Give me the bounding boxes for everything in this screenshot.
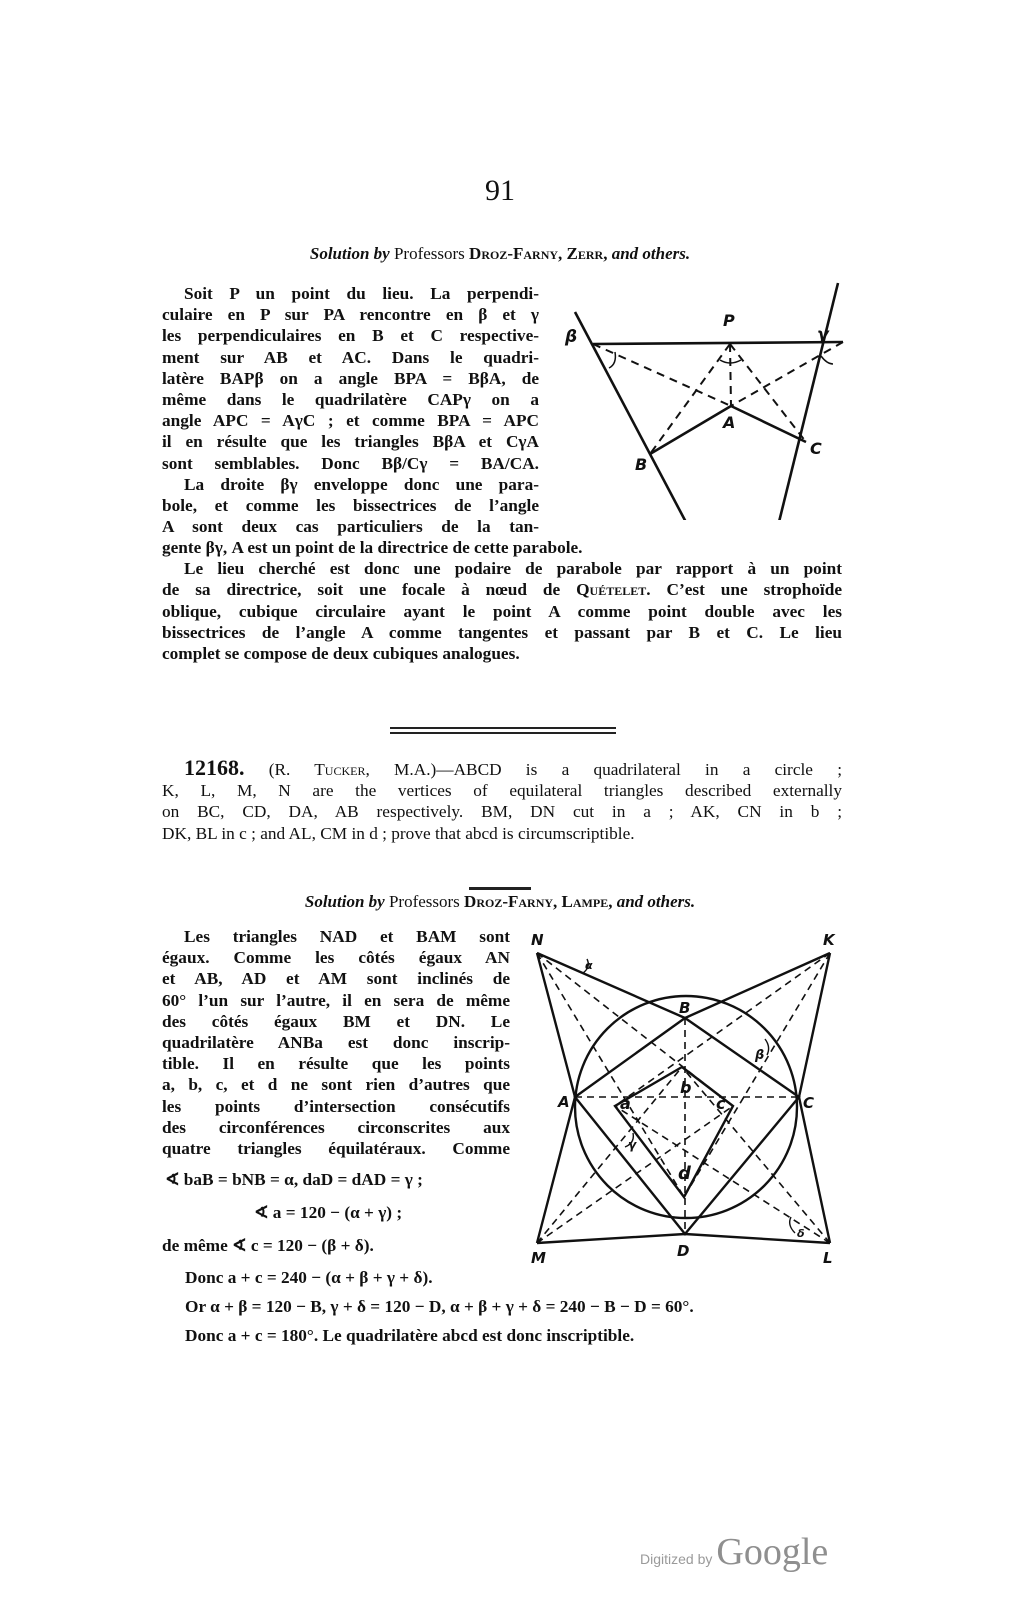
text-line: latère BAPβ on a angle BPA = BβA, de	[162, 368, 539, 388]
text-line: des circonférences circonscrites aux	[162, 1117, 510, 1137]
figure-2-quadrilateral-diagram	[525, 925, 855, 1270]
short-rule	[469, 887, 531, 890]
heading-names: Droz-Farny, Lampe,	[464, 892, 613, 911]
heading-suffix: and others.	[616, 892, 696, 911]
dashed-p-b	[650, 344, 730, 454]
google-brand-text: Google	[716, 1531, 829, 1573]
label-m: M	[531, 1249, 546, 1267]
text-line: Le lieu cherché est donc une podaire de parabole par rapport à un point	[184, 559, 842, 579]
equation-5: Or α + β = 120 − B, γ + δ = 120 − D, α + β + γ + δ = 240 − B − D = 60°.	[185, 1297, 694, 1316]
text-line: les points d’intersection consécutifs	[162, 1096, 510, 1116]
equation-4: Donc a + c = 240 − (α + β + γ + δ).	[185, 1268, 433, 1287]
text-line: oblique, cubique circulaire ayant le point A comme point double avec les	[162, 601, 842, 621]
dashed-beta-a	[593, 344, 731, 406]
label-a: A	[558, 1093, 570, 1111]
text-line: quatre triangles équilatéraux. Comme	[162, 1139, 510, 1159]
perpendicular-at-c	[778, 283, 838, 520]
text-line	[162, 757, 842, 780]
text-line: DK, BL in c ; and AL, CM in d ; prove that abcd is circumscriptible.	[162, 823, 635, 843]
label-point-b: b	[680, 1078, 692, 1097]
double-rule-bottom	[390, 732, 616, 734]
label-alpha: α	[585, 959, 593, 972]
problem-statement	[162, 757, 842, 844]
text-line: on BC, CD, DA, AB respectively. BM, DN cut in a ; AK, CN in b ;	[162, 802, 842, 822]
section1-full-text	[162, 537, 842, 664]
dashed-k-d	[684, 953, 830, 1197]
author-name: Quételet.	[576, 580, 651, 600]
segment-ac	[731, 406, 806, 442]
label-l: L	[823, 1249, 833, 1267]
text-line: égaux. Comme les côtés égaux AN	[162, 948, 510, 968]
line-beta-gamma	[593, 342, 843, 344]
angle-mark-gamma	[821, 356, 833, 364]
label-point-d: d	[678, 1163, 691, 1184]
text-line: angle APC = AγC ; et comme BPA = APC	[162, 411, 539, 431]
label-delta: δ	[797, 1227, 805, 1240]
equation-2: ∢ a = 120 − (α + γ) ;	[254, 1203, 403, 1222]
text-line: bole, et comme les bissectrices de l’angle	[162, 496, 539, 516]
dashed-gamma-a	[731, 342, 843, 406]
text-line	[162, 579, 842, 600]
page-number: 91	[485, 174, 515, 207]
text-line: La droite βγ enveloppe donc une para-	[184, 474, 539, 494]
text-line: des côtés égaux BM et DN. Le	[162, 1011, 510, 1031]
digitized-by-text: Digitized by	[640, 1551, 713, 1567]
label-p: P	[723, 311, 735, 330]
double-rule-top	[390, 727, 616, 729]
section1-column-text	[162, 283, 539, 537]
text-line: complet se compose de deux cubiques analogues.	[162, 644, 520, 664]
heading-prefix: Solution by	[309, 244, 390, 263]
dashed-p-c	[730, 344, 806, 442]
figure-1-triangle-diagram	[555, 280, 855, 520]
text-line: gente βγ, A est un point de la directrice de cette parabole.	[162, 538, 583, 557]
equation-6: Donc a + c = 180°. Le quadrilatère abcd est donc inscriptible.	[185, 1326, 635, 1345]
dashed-k-a	[615, 953, 830, 1106]
heading-suffix: and others.	[611, 244, 691, 263]
text-line: Les triangles NAD et BAM sont	[184, 927, 510, 946]
label-b: B	[635, 455, 648, 474]
label-beta: β	[755, 1048, 765, 1063]
text-line: même dans le quadrilatère CAPγ on a	[162, 390, 539, 410]
heading-prefix: Solution by	[304, 892, 385, 911]
solution-heading-1	[0, 244, 1000, 264]
text-line: tible. Il en résulte que les points	[162, 1054, 510, 1074]
angle-mark-beta	[765, 1039, 769, 1055]
text-line: 60° l’un sur l’autre, il en sera de même	[162, 990, 510, 1010]
problem-number: 12168.	[184, 755, 245, 780]
equation-3: de même ∢ c = 120 − (β + δ).	[162, 1236, 374, 1255]
solution-heading-2	[0, 892, 1000, 912]
text-line: culaire en P sur PA rencontre en β et γ	[162, 305, 539, 325]
label-gamma: γ	[628, 1138, 637, 1152]
label-b: B	[679, 999, 691, 1017]
text-line: a, b, c, et d ne sont rien d’autres que	[162, 1075, 510, 1095]
label-point-a: a	[620, 1094, 631, 1113]
label-d: D	[677, 1242, 690, 1260]
label-c: C	[803, 1094, 815, 1112]
heading-professors: Professors	[388, 892, 460, 911]
circumscribed-circle	[575, 996, 797, 1218]
quadrilateral-abcd-inner	[615, 1067, 733, 1197]
heading-professors: Professors	[393, 244, 465, 263]
text-line: il en résulte que les triangles BβA et CγA	[162, 432, 539, 452]
text-line: ment sur AB et AC. Dans le quadri-	[162, 347, 539, 367]
text-line: bissectrices de l’angle A comme tangentes et passant par B et C. Le lieu	[162, 622, 842, 642]
label-beta: β	[565, 327, 578, 347]
section2-column-text	[162, 926, 510, 1159]
text-line: quadrilatère ANBa est donc inscrip-	[162, 1033, 510, 1053]
segment-ba	[650, 406, 731, 454]
problem-author: (R. Tucker, M.A.)	[268, 760, 437, 779]
label-point-c: c	[716, 1094, 726, 1113]
text-line: A sont deux cas particuliers de la tan-	[162, 517, 539, 537]
text-line: et AB, AD et AM sont inclinés de	[162, 969, 510, 989]
text-line: K, L, M, N are the vertices of equilateral triangles described externally	[162, 781, 842, 801]
label-c: C	[810, 439, 822, 458]
text-fragment: —ABCD is a quadrilateral in a circle ;	[436, 760, 842, 779]
equation-1: ∢ baB = bNB = α, daD = dAD = γ ;	[165, 1170, 423, 1189]
digitized-by-google-watermark	[640, 1530, 828, 1574]
text-fragment: de sa directrice, soit une focale à nœud de	[162, 580, 561, 600]
text-line: sont semblables. Donc Bβ/Cγ = BA/CA.	[162, 453, 539, 473]
label-n: N	[531, 931, 544, 949]
label-gamma: γ	[817, 325, 829, 345]
label-k: K	[823, 931, 835, 949]
text-line: les perpendiculaires en B et C respective-	[162, 326, 539, 346]
label-a: A	[723, 413, 736, 432]
text-line: Soit P un point du lieu. La perpendi-	[184, 284, 539, 303]
heading-names: Droz-Farny, Zerr,	[469, 244, 608, 263]
angle-mark-beta	[609, 352, 615, 368]
text-fragment: C’est une strophoïde	[666, 580, 843, 600]
dashed-p-a	[730, 344, 731, 406]
